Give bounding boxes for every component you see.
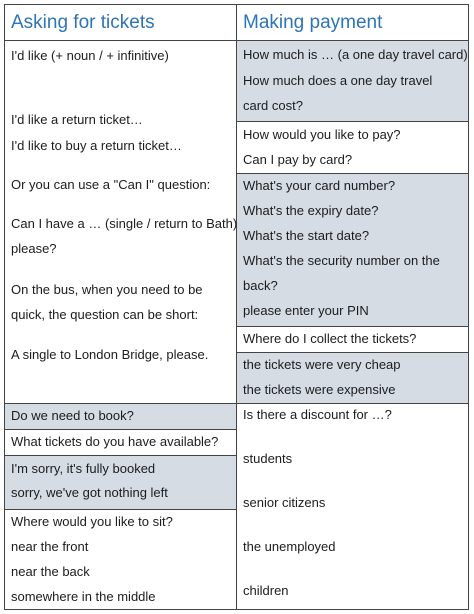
phrase-text: I'd like a return ticket… [11, 112, 143, 127]
right-block-card-details [237, 173, 468, 326]
right-block-collect [237, 326, 468, 352]
phrase-text: the tickets were very cheap [243, 357, 401, 372]
phrase-text: Can I pay by card? [243, 152, 353, 167]
phrase-text: card cost? [243, 98, 303, 113]
phrase-text: Where do I collect the tickets? [243, 331, 417, 346]
phrase-text: I'm sorry, it's fully booked [11, 461, 156, 476]
phrase-text: the unemployed [243, 539, 336, 554]
phrase-text: A single to London Bridge, please. [11, 347, 209, 362]
phrase-text: What's your card number? [243, 178, 396, 193]
phrase-text: back? [243, 278, 278, 293]
phrase-text: please? [11, 241, 57, 256]
phrase-text: How much does a one day travel [243, 73, 433, 88]
phrase-text: near the back [11, 564, 90, 579]
phrase-text: children [243, 583, 289, 598]
left-block-seating [5, 509, 236, 609]
right-block-pay-method [237, 121, 468, 173]
phrase-text: On the bus, when you need to be [11, 282, 203, 297]
left-block-booked [5, 455, 236, 509]
phrase-text: the tickets were expensive [243, 382, 396, 397]
phrase-text: I'd like to buy a return ticket… [11, 138, 182, 153]
phrase-text: please enter your PIN [243, 303, 369, 318]
phrase-text: What tickets do you have available? [11, 434, 219, 449]
phrase-text: Or you can use a "Can I" question: [11, 177, 211, 192]
phrase-text: What's the security number on the [243, 253, 440, 268]
phrase-table [4, 4, 469, 610]
phrase-text: How much is … (a one day travel card) [243, 47, 468, 62]
right-block-discount [237, 403, 468, 609]
phrase-text: quick, the question can be short: [11, 307, 199, 322]
header-asking-for-tickets: Asking for tickets [5, 5, 237, 41]
left-block-requests [5, 41, 236, 403]
left-block-available [5, 429, 236, 455]
making-payment-column [237, 41, 468, 609]
phrase-text: What's the expiry date? [243, 203, 379, 218]
phrase-text: What's the start date? [243, 228, 370, 243]
right-block-price [237, 41, 468, 121]
left-block-book [5, 403, 236, 429]
phrase-text: sorry, we've got nothing left [11, 485, 168, 500]
right-block-ticket-cost [237, 352, 468, 403]
header-making-payment: Making payment [237, 5, 468, 41]
phrase-text: Can I have a … (single / return to Bath) [11, 216, 238, 231]
phrase-text: senior citizens [243, 495, 326, 510]
phrase-text: somewhere in the middle [11, 589, 156, 604]
phrase-text: Is there a discount for …? [243, 407, 392, 422]
phrase-text: near the front [11, 539, 89, 554]
phrase-text: Where would you like to sit? [11, 514, 173, 529]
phrase-text: How would you like to pay? [243, 127, 401, 142]
phrase-text: I'd like (+ noun / + infinitive) [11, 48, 169, 63]
phrase-text: Do we need to book? [11, 408, 134, 423]
phrase-text: students [243, 451, 293, 466]
asking-for-tickets-column [5, 41, 237, 609]
